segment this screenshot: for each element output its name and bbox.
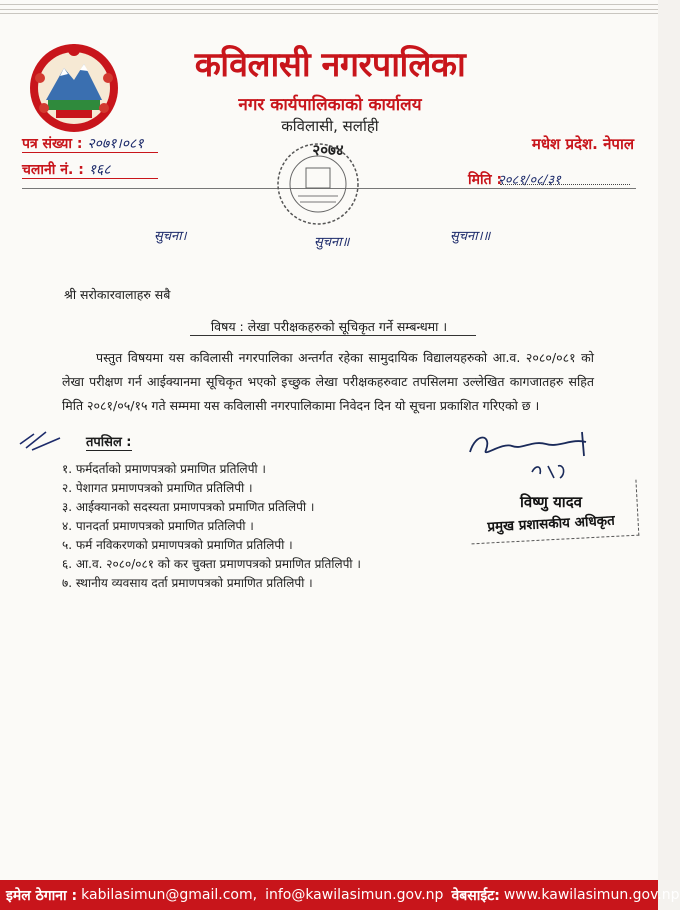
paper-edge <box>0 4 658 5</box>
subject-underline <box>190 335 476 336</box>
notice-mark-1: सुचना। <box>154 229 187 244</box>
office-stamp-icon <box>272 138 364 230</box>
dispatch-number-row <box>22 160 111 179</box>
letter-number-label: पत्र संख्या : <box>22 136 83 152</box>
date-dotted-line <box>500 184 630 185</box>
dispatch-number-underline <box>22 178 158 179</box>
website-link[interactable]: www.kawilasimun.gov.np <box>503 887 680 903</box>
province-label: मधेश प्रदेश. नेपाल <box>531 135 634 153</box>
list-heading-underline <box>86 450 132 451</box>
list-item: ४. पानदर्ता प्रमाणपत्रको प्रमाणित प्रतिलिपी । <box>62 519 254 533</box>
office-name: नगर कार्यपालिकाको कार्यालय <box>238 95 422 115</box>
addressee: श्री सरोकारवालाहरु सबै <box>64 287 171 302</box>
list-item: २. पेशागत प्रमाणपत्रको प्रमाणित प्रतिलिपी । <box>62 481 253 495</box>
dispatch-number-label: चलानी नं. : <box>22 162 84 178</box>
signatory-title: प्रमुख प्रशासकीय अधिकृत <box>486 512 616 536</box>
signatory-name: विष्णु यादव <box>519 493 582 511</box>
email-address-1[interactable]: kabilasimun@gmail.com, <box>81 887 258 903</box>
signature-icon <box>462 422 612 488</box>
notice-mark-2: सुचना॥ <box>314 235 350 250</box>
list-item: ५. फर्म नविकरणको प्रमाणपत्रको प्रमाणित प्रतिलिपी । <box>62 538 293 552</box>
paper-edge <box>0 13 658 14</box>
requirements-list <box>62 460 361 593</box>
dispatch-number-value: १६८ <box>88 162 111 178</box>
paper-edge <box>0 9 658 10</box>
email-address-2[interactable]: info@kawilasimun.gov.np <box>265 887 444 903</box>
list-item: ६. आ.व. २०८०/०८१ को कर चुक्ता प्रमाणपत्रको प्रमाणित प्रतिलिपी । <box>62 557 361 571</box>
date-value: २०८१/०८/३१ <box>498 173 561 188</box>
handwritten-tick-icon <box>16 424 66 454</box>
date-label: मिति : <box>468 172 503 188</box>
municipality-name: कविलासी नगरपालिका <box>194 45 466 85</box>
letter-number-value: २०७१।०८१ <box>87 136 144 152</box>
letterhead-footer <box>0 880 680 910</box>
subject-line: विषय : लेखा परीक्षकहरुको सूचिकृत गर्ने सम्बन्धमा । <box>210 319 448 334</box>
email-label: इमेल ठेगाना : <box>6 887 78 904</box>
office-location: कविलासी, सर्लाही <box>281 117 379 135</box>
nepal-emblem-icon <box>26 38 122 134</box>
established-year: २०७४ <box>312 141 344 159</box>
letter-number-row <box>22 134 144 153</box>
list-item: १. फर्मदर्ताको प्रमाणपत्रको प्रमाणित प्रतिलिपी । <box>62 462 266 476</box>
list-heading: तपसिल : <box>86 435 132 450</box>
list-item: ७. स्थानीय व्यवसाय दर्ता प्रमाणपत्रको प्रमाणित प्रतिलिपी । <box>62 576 313 590</box>
list-item: ३. आईक्यानको सदस्यता प्रमाणपत्रको प्रमाणित प्रतिलिपी । <box>62 500 315 514</box>
notice-mark-3: सुचना।॥ <box>450 229 491 244</box>
website-label: वेबसाईट: <box>451 887 500 904</box>
notice-body: पस्तुत विषयमा यस कविलासी नगरपालिका अन्तर्गत रहेका सामुदायिक विद्यालयहरुको आ.व. २०८०/०८१ को लेखा परीक्षण गर्न आईक्यानमा सूचिकृत भएको इच्छुक लेखा परीक्षकहरुवाट तपसिलमा उल्लेखित कागजातहरु सहित मिति २०८१/०५/१५ गते सम्ममा यस कविलासी नगरपालिकामा निवेदन दिन यो सूचना प्रकाशित गरिएको छ । <box>62 350 594 413</box>
letter-number-underline <box>22 152 158 153</box>
